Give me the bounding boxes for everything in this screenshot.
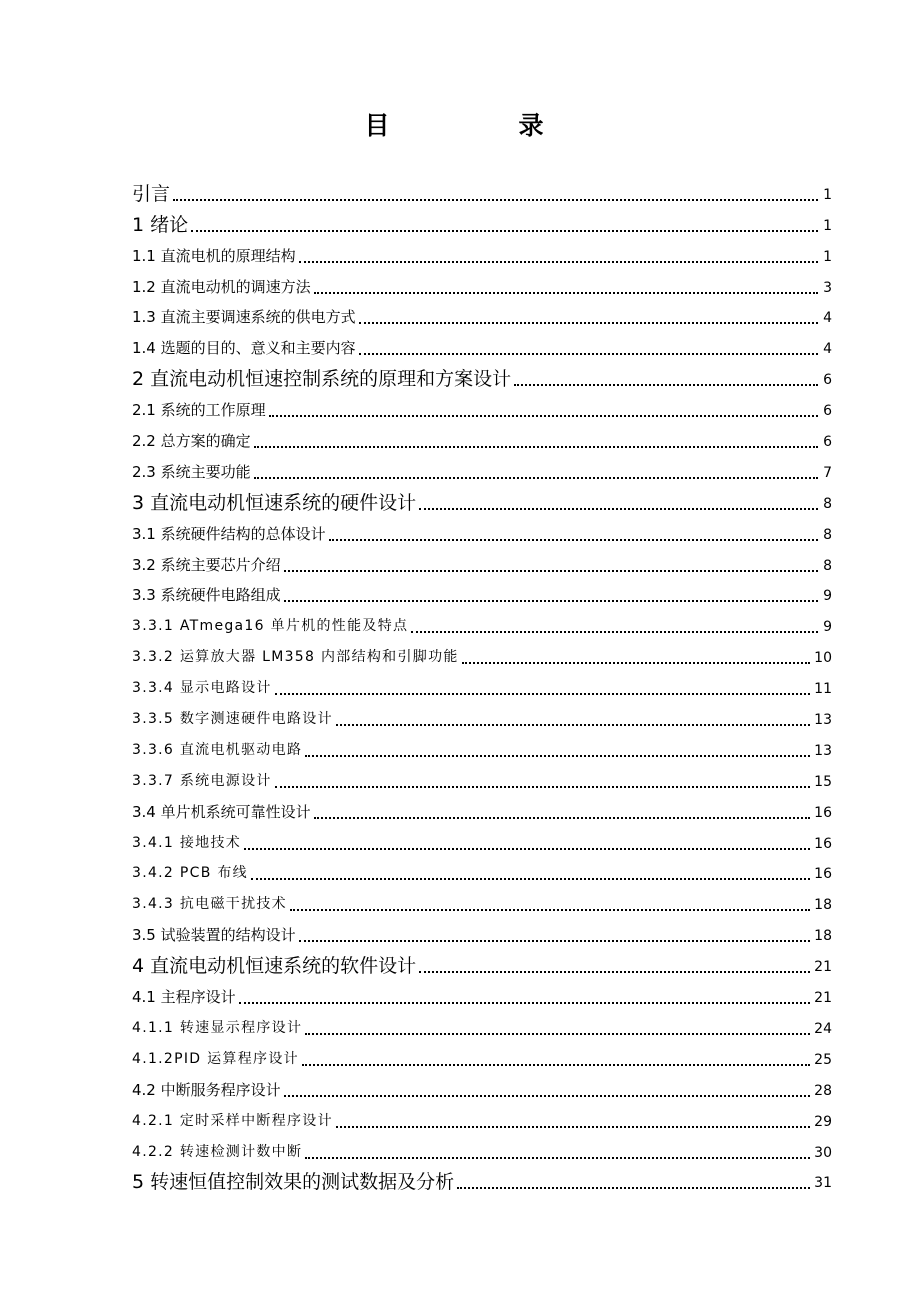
dot-leader — [457, 1187, 810, 1189]
dot-leader — [284, 570, 818, 572]
toc-entry-label: 3.3.7 系统电源设计 — [132, 772, 272, 789]
toc-entry[interactable] — [132, 606, 832, 637]
toc-entry-page-number: 1 — [823, 248, 832, 265]
toc-entry[interactable] — [132, 452, 832, 483]
toc-entry-label: 1.3 直流主要调速系统的供电方式 — [132, 308, 356, 327]
toc-entry[interactable] — [132, 730, 832, 761]
toc-entry-label: 3.4.1 接地技术 — [132, 834, 242, 851]
toc-entry-label: 3.3.2 运算放大器 LM358 内部结构和引脚功能 — [132, 649, 459, 666]
toc-entry-page-number: 16 — [814, 835, 832, 852]
dot-leader — [305, 755, 810, 757]
dot-leader — [299, 940, 811, 942]
toc-entry-label: 4.2 中断服务程序设计 — [132, 1080, 281, 1099]
toc-entry[interactable] — [132, 1132, 832, 1163]
toc-entry-label: 3.1 系统硬件结构的总体设计 — [132, 524, 326, 543]
toc-list — [132, 174, 832, 1193]
toc-entry-label: 3.3.5 数字测速硬件电路设计 — [132, 711, 333, 728]
toc-entry-page-number: 1 — [823, 217, 832, 234]
dot-leader — [514, 384, 818, 386]
toc-entry[interactable] — [132, 946, 832, 977]
toc-entry-label: 3.5 试验装置的结构设计 — [132, 926, 296, 945]
dot-leader — [244, 848, 810, 850]
toc-entry[interactable] — [132, 236, 832, 267]
toc-entry-page-number: 31 — [814, 1175, 832, 1192]
toc-entry[interactable] — [132, 792, 832, 823]
dot-leader — [419, 971, 810, 973]
toc-entry[interactable] — [132, 1070, 832, 1101]
toc-entry-label: 4 直流电动机恒速系统的软件设计 — [132, 955, 417, 978]
toc-entry-page-number: 21 — [814, 990, 832, 1007]
toc-entry-page-number: 6 — [823, 403, 832, 420]
dot-leader — [462, 662, 810, 664]
toc-entry[interactable] — [132, 298, 832, 329]
toc-entry[interactable] — [132, 699, 832, 730]
toc-entry[interactable] — [132, 761, 832, 792]
toc-entry[interactable] — [132, 854, 832, 885]
dot-leader — [275, 693, 811, 695]
toc-entry-label: 3 直流电动机恒速系统的硬件设计 — [132, 491, 417, 514]
dot-leader — [254, 446, 818, 448]
toc-entry-page-number: 25 — [814, 1051, 832, 1068]
toc-entry-page-number: 4 — [823, 341, 832, 358]
toc-entry-page-number: 24 — [814, 1020, 832, 1037]
toc-entry[interactable] — [132, 359, 832, 390]
dot-leader — [275, 786, 811, 788]
toc-entry-label: 1.4 选题的目的、意义和主要内容 — [132, 339, 356, 358]
dot-leader — [173, 199, 818, 201]
toc-entry-page-number: 28 — [814, 1082, 832, 1099]
toc-entry[interactable] — [132, 205, 832, 236]
toc-entry-label: 3.3.6 直流电机驱动电路 — [132, 741, 303, 758]
toc-entry[interactable] — [132, 823, 832, 854]
toc-entry-label: 1.2 直流电动机的调速方法 — [132, 277, 311, 296]
dot-leader — [411, 631, 818, 633]
toc-entry-page-number: 30 — [814, 1144, 832, 1161]
toc-entry-label: 3.3 系统硬件电路组成 — [132, 586, 281, 605]
toc-entry[interactable] — [132, 915, 832, 946]
toc-entry-label: 2 直流电动机恒速控制系统的原理和方案设计 — [132, 368, 512, 391]
toc-entry-label: 2.3 系统主要功能 — [132, 462, 251, 481]
toc-entry-page-number: 18 — [814, 928, 832, 945]
dot-leader — [299, 261, 818, 263]
dot-leader — [302, 1064, 810, 1066]
toc-entry[interactable] — [132, 174, 832, 205]
toc-entry-page-number: 1 — [823, 186, 832, 203]
toc-entry-label: 3.3.4 显示电路设计 — [132, 680, 272, 697]
dot-leader — [359, 322, 818, 324]
toc-entry-label: 2.1 系统的工作原理 — [132, 401, 266, 420]
toc-entry-label: 3.4.2 PCB 布线 — [132, 865, 248, 882]
toc-entry-page-number: 9 — [823, 588, 832, 605]
dot-leader — [284, 1095, 811, 1097]
toc-entry[interactable] — [132, 390, 832, 421]
toc-entry-label: 3.4.3 抗电磁干扰技术 — [132, 896, 287, 913]
dot-leader — [314, 817, 811, 819]
toc-entry-page-number: 29 — [814, 1113, 832, 1130]
toc-entry-page-number: 18 — [814, 897, 832, 914]
toc-entry-page-number: 8 — [823, 557, 832, 574]
toc-entry[interactable] — [132, 483, 832, 514]
toc-entry-page-number: 4 — [823, 310, 832, 327]
toc-entry-label: 3.3.1 ATmega16 单片机的性能及特点 — [132, 618, 409, 635]
dot-leader — [254, 477, 818, 479]
toc-entry-label: 1 绪论 — [132, 213, 189, 236]
toc-entry-page-number: 21 — [814, 959, 832, 976]
toc-entry[interactable] — [132, 884, 832, 915]
toc-entry-page-number: 7 — [823, 464, 832, 481]
toc-entry[interactable] — [132, 267, 832, 298]
toc-entry-page-number: 9 — [823, 619, 832, 636]
toc-entry[interactable] — [132, 328, 832, 359]
dot-leader — [269, 415, 818, 417]
toc-entry-label: 4.2.2 转速检测计数中断 — [132, 1143, 303, 1160]
toc-title: 目 录 — [364, 111, 596, 140]
dot-leader — [359, 353, 818, 355]
dot-leader — [290, 909, 810, 911]
dot-leader — [329, 539, 818, 541]
toc-entry-label: 3.4 单片机系统可靠性设计 — [132, 802, 311, 821]
toc-entry-label: 4.1.2PID 运算程序设计 — [132, 1050, 299, 1067]
toc-entry-page-number: 8 — [823, 495, 832, 512]
toc-entry[interactable] — [132, 421, 832, 452]
toc-entry-page-number: 6 — [823, 434, 832, 451]
dot-leader — [305, 1033, 810, 1035]
toc-entry-label: 2.2 总方案的确定 — [132, 432, 251, 451]
toc-entry[interactable] — [132, 1008, 832, 1039]
toc-entry-page-number: 16 — [814, 866, 832, 883]
dot-leader — [336, 1126, 810, 1128]
toc-entry-page-number: 16 — [814, 804, 832, 821]
toc-entry[interactable] — [132, 1039, 832, 1070]
dot-leader — [336, 724, 810, 726]
toc-entry-label: 引言 — [132, 182, 171, 205]
toc-entry-label: 4.1.1 转速显示程序设计 — [132, 1019, 303, 1036]
toc-entry-label: 4.1 主程序设计 — [132, 988, 236, 1007]
toc-entry[interactable] — [132, 514, 832, 545]
toc-entry[interactable] — [132, 637, 832, 668]
toc-entry-page-number: 10 — [814, 650, 832, 667]
toc-entry-page-number: 8 — [823, 526, 832, 543]
toc-entry-label: 3.2 系统主要芯片介绍 — [132, 555, 281, 574]
toc-entry[interactable] — [132, 977, 832, 1008]
toc-entry[interactable] — [132, 545, 832, 576]
dot-leader — [191, 230, 818, 232]
toc-entry[interactable] — [132, 1101, 832, 1132]
toc-entry-page-number: 13 — [814, 742, 832, 759]
toc-entry-label: 1.1 直流电机的原理结构 — [132, 246, 296, 265]
dot-leader — [284, 600, 818, 602]
toc-entry-page-number: 15 — [814, 773, 832, 790]
toc-entry[interactable] — [132, 576, 832, 607]
toc-entry-page-number: 11 — [814, 681, 832, 698]
toc-entry-label: 5 转速恒值控制效果的测试数据及分析 — [132, 1171, 455, 1194]
toc-entry-label: 4.2.1 定时采样中断程序设计 — [132, 1112, 333, 1129]
toc-entry-page-number: 3 — [823, 279, 832, 296]
dot-leader — [251, 878, 810, 880]
toc-entry[interactable] — [132, 668, 832, 699]
dot-leader — [419, 508, 818, 510]
dot-leader — [314, 292, 818, 294]
dot-leader — [239, 1002, 811, 1004]
toc-entry[interactable] — [132, 1163, 832, 1194]
dot-leader — [305, 1157, 810, 1159]
toc-entry-page-number: 6 — [823, 372, 832, 389]
toc-entry-page-number: 13 — [814, 712, 832, 729]
